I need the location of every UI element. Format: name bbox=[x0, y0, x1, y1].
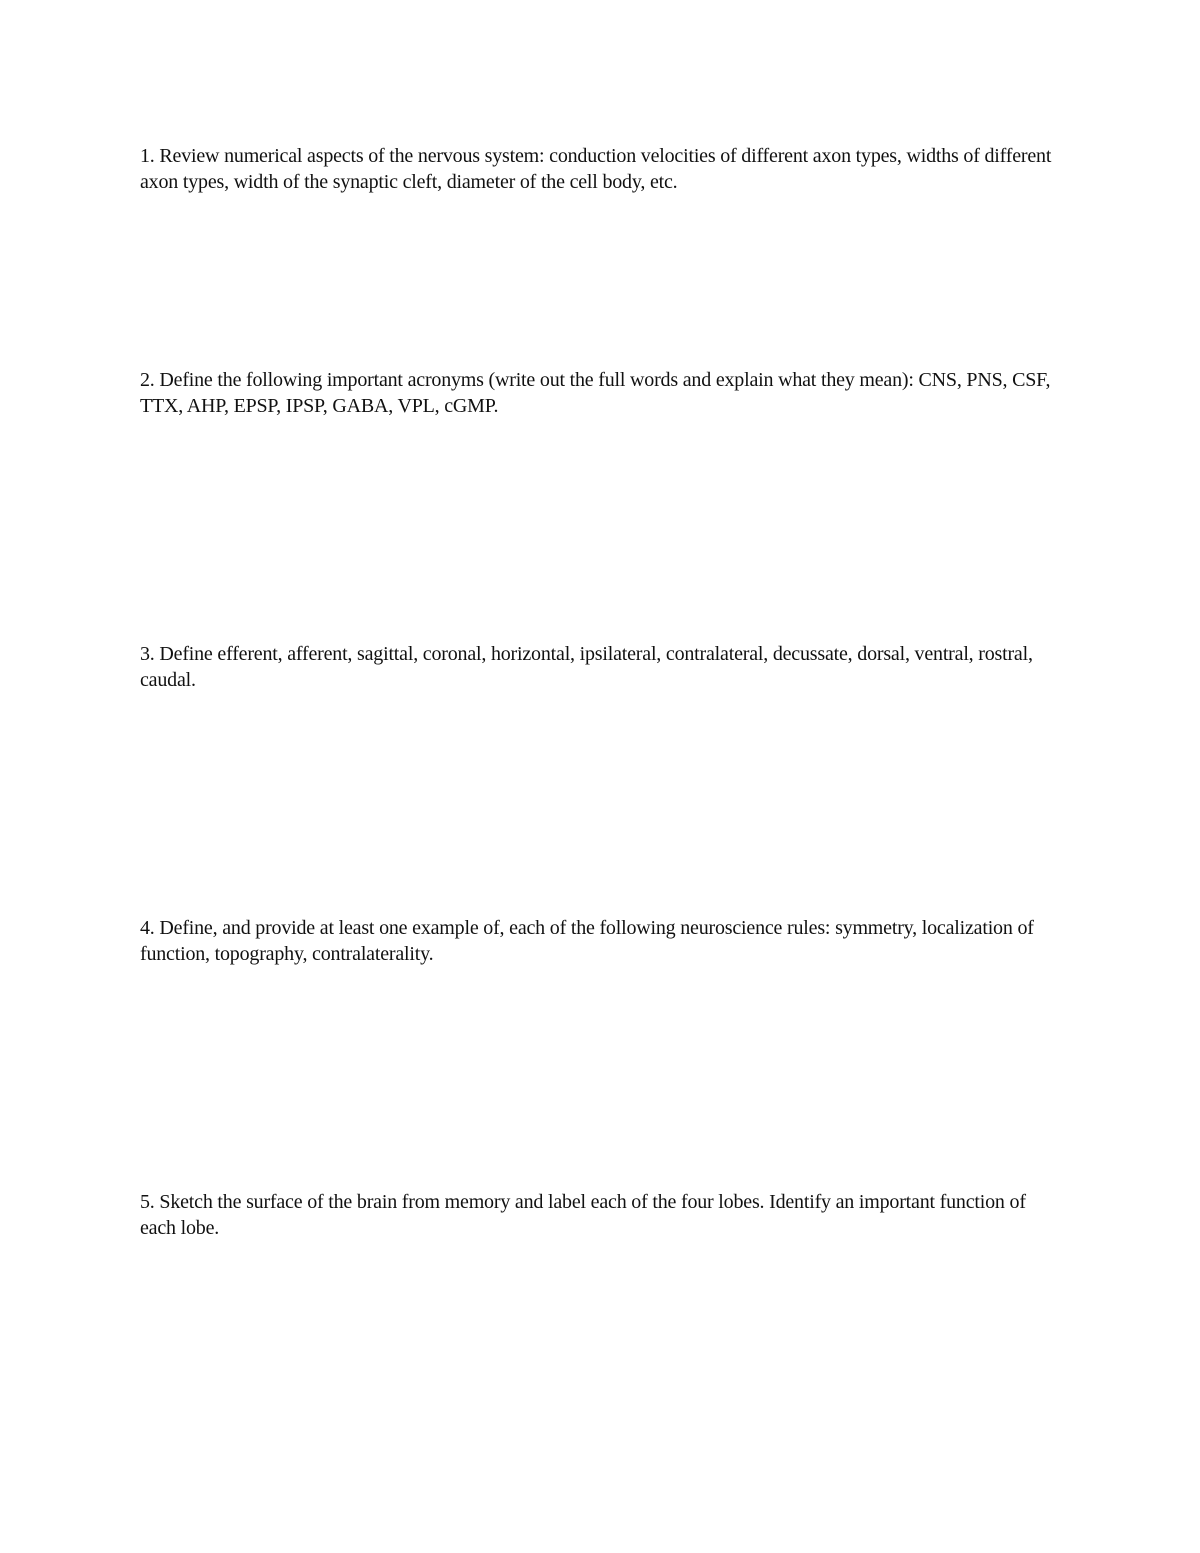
question-2: 2. Define the following important acronyms (write out the full words and explain what they mean): CNS, PNS, CSF, TTX, AHP, EPSP, IPSP, GABA, VPL, cGMP. bbox=[140, 369, 1051, 417]
question-3: 3. Define efferent, afferent, sagittal, coronal, horizontal, ipsilateral, contralateral, decussate, dorsal, ventral, rostral, caudal. bbox=[140, 643, 1033, 691]
question-1: 1. Review numerical aspects of the nervous system: conduction velocities of different axon types, widths of different axon types, width of the synaptic cleft, diameter of the cell body, etc. bbox=[140, 145, 1052, 193]
question-4: 4. Define, and provide at least one example of, each of the following neuroscience rules: symmetry, localization of function, topography, contralaterality. bbox=[140, 917, 1034, 965]
question-5: 5. Sketch the surface of the brain from memory and label each of the four lobes. Identify an important function of each lobe. bbox=[140, 1191, 1026, 1239]
